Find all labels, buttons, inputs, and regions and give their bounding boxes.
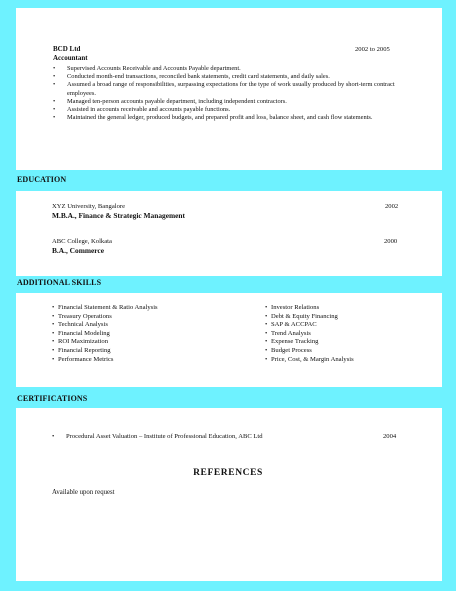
certifications-heading: CERTIFICATIONS bbox=[17, 394, 88, 403]
list-item: • Financial Modeling bbox=[52, 330, 252, 339]
graduation-year: 2002 bbox=[385, 203, 399, 210]
list-item: • Conducted month-end transactions, reconciled bank statements, credit card statements, and daily sales. bbox=[53, 73, 403, 81]
job-title: Accountant bbox=[53, 54, 88, 62]
references-text: Available upon request bbox=[52, 489, 115, 496]
degree-name: B.A., Commerce bbox=[52, 246, 104, 255]
list-item: • ROI Maximization bbox=[52, 338, 252, 347]
list-item: • Price, Cost, & Margin Analysis bbox=[265, 356, 435, 365]
list-item: • Assisted in accounts receivable and accounts payable functions. bbox=[53, 106, 403, 114]
list-item: • Treasury Operations bbox=[52, 313, 252, 322]
list-item: • Trend Analysis bbox=[265, 330, 435, 339]
graduation-year: 2000 bbox=[384, 238, 398, 245]
list-item: • Performance Metrics bbox=[52, 356, 252, 365]
company-name: BCD Ltd bbox=[53, 45, 81, 53]
list-item: • Maintained the general ledger, produced budgets, and prepared profit and loss, balance sheet, and cash flow statements. bbox=[53, 114, 403, 122]
list-item: • Managed ten-person accounts payable department, including independent contractors. bbox=[53, 98, 403, 106]
list-item: • Expense Tracking bbox=[265, 338, 435, 347]
job-duties-list bbox=[53, 65, 403, 122]
list-item: • Supervised Accounts Receivable and Accounts Payable department. bbox=[53, 65, 403, 73]
skills-list-left bbox=[52, 304, 252, 364]
certification-year: 2004 bbox=[383, 433, 397, 440]
degree-name: M.B.A., Finance & Strategic Management bbox=[52, 211, 186, 220]
list-item: • SAP & ACCPAC bbox=[265, 321, 435, 330]
list-item: • Budget Process bbox=[265, 347, 435, 356]
skills-heading: ADDITIONAL SKILLS bbox=[17, 278, 102, 287]
list-item: • Financial Statement & Ratio Analysis bbox=[52, 304, 252, 313]
certification-bullet: • bbox=[52, 433, 55, 440]
list-item: • Debt & Equity Financing bbox=[265, 313, 435, 322]
list-item: • Financial Reporting bbox=[52, 347, 252, 356]
school-name: XYZ University, Bangalore bbox=[52, 203, 126, 210]
list-item: • Assumed a broad range of responsibilities, surpassing expectations for the type of work usually produced by short-term contract employees. bbox=[53, 81, 403, 97]
employment-dates: 2002 to 2005 bbox=[355, 46, 390, 53]
references-heading: REFERENCES bbox=[193, 468, 263, 478]
school-name: ABC College, Kolkata bbox=[52, 238, 112, 245]
list-item: • Technical Analysis bbox=[52, 321, 252, 330]
skills-list-right bbox=[265, 304, 435, 364]
education-heading: EDUCATION bbox=[17, 175, 67, 184]
certification-item: Procedural Asset Valuation – Institute of Professional Education, ABC Ltd bbox=[66, 433, 263, 440]
list-item: • Investor Relations bbox=[265, 304, 435, 313]
